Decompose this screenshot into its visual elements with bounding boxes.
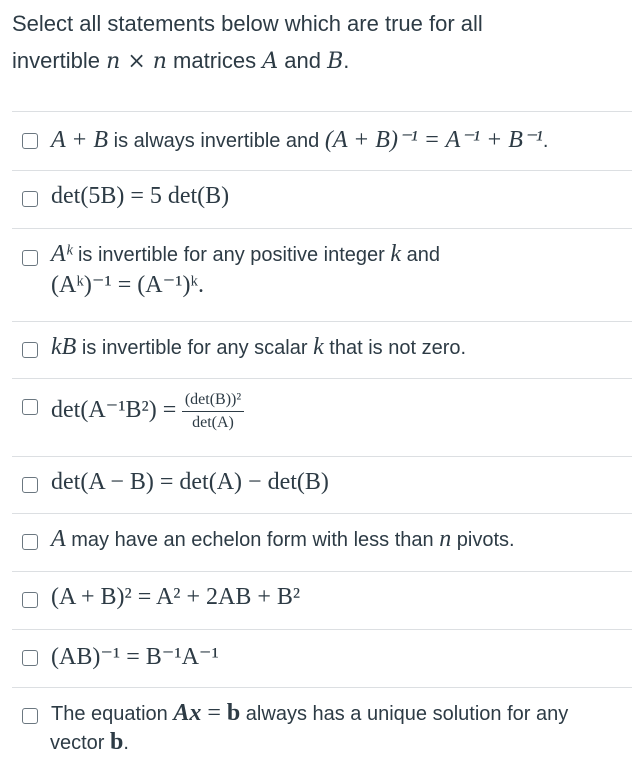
answer-options [12,111,632,775]
checkbox[interactable] [22,399,38,415]
checkbox[interactable] [22,708,38,724]
option-7[interactable]: A may have an echelon form with less than n pivots. [12,513,632,571]
option-5[interactable]: det(A⁻¹B²) = $\frac{\text{(det(B))²}}{\det(A)}$ [12,378,632,456]
option-3[interactable]: Aᵏ is invertible for any positive integer k and (Aᵏ)⁻¹ = (A⁻¹)ᵏ. [12,228,632,321]
checkbox[interactable] [22,342,38,358]
option-9[interactable]: (AB)⁻¹ = B⁻¹A⁻¹ [12,629,632,687]
checkbox[interactable] [22,534,38,550]
checkbox[interactable] [22,133,38,149]
option-6[interactable]: det(A − B) = det(A) − det(B) [12,456,632,513]
fraction: $\frac{\text{(det(B))²}}{\det(A)}$ [182,391,244,432]
option-8[interactable]: (A + B)² = A² + 2AB + B² [12,571,632,629]
option-4[interactable]: kB is invertible for any scalar k that is not zero. [12,321,632,378]
question-prompt: Select all statements below which are true for all invertible n × n matrices A and B. [12,11,483,74]
checkbox[interactable] [22,650,38,666]
checkbox[interactable] [22,477,38,493]
option-10[interactable]: The equation Ax = b always has a unique solution for any vector b. [12,687,632,775]
checkbox[interactable] [22,250,38,266]
checkbox[interactable] [22,191,38,207]
option-2[interactable]: det(5B) = 5 det(B) [12,170,632,228]
size-expression: n × n [106,49,167,74]
option-1[interactable]: A + B is always invertible and (A + B)⁻¹ = A⁻¹ + B⁻¹. [12,111,632,170]
checkbox[interactable] [22,592,38,608]
